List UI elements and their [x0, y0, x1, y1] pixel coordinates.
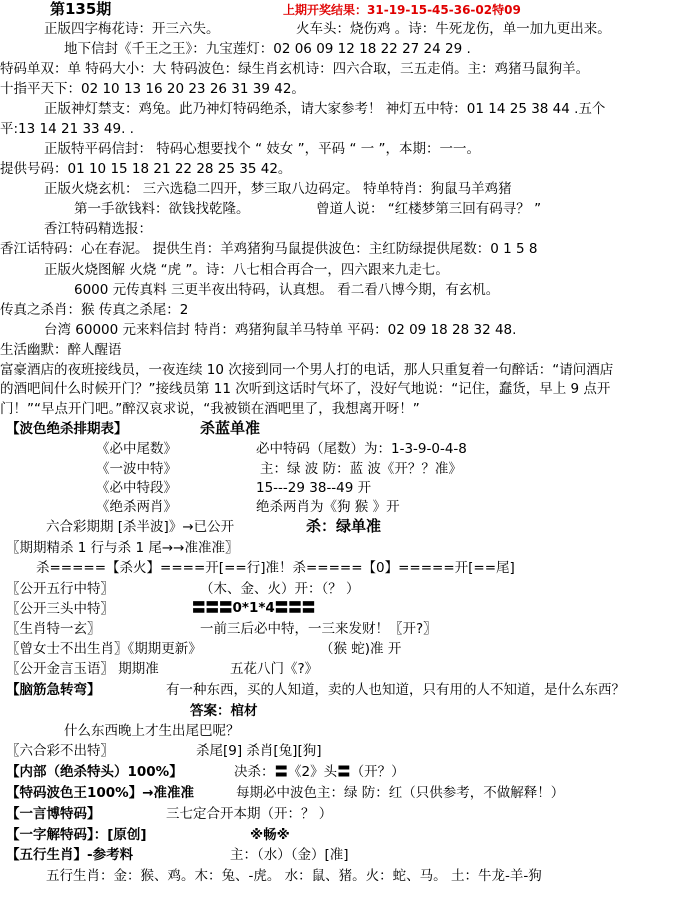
- humor-text-3: 门！”“早点开门吧。”醉汉哀求说，“我被锁在酒吧里了，我想离开呀！”: [0, 401, 420, 417]
- provided-numbers: 提供号码：01 10 15 18 21 22 28 25 35 42。: [0, 161, 292, 177]
- fire-diagram: 正版火烧图解 火烧 “虎 ”。诗：八七相合再合一，四六跟来九走七。: [44, 262, 449, 278]
- kill-green: 杀：绿单准: [306, 517, 382, 535]
- kill-row: 杀=====【杀火】====开[==行]准！杀=====【0】=====开[==尾]: [36, 560, 515, 576]
- lady-zeng-label: 〖曾女士不出生肖〗《期期更新》: [6, 641, 202, 657]
- three-heads-value: 〓〓〓0*1*4〓〓〓: [192, 600, 316, 616]
- kill-blue: 杀蓝单准: [200, 419, 261, 437]
- five-zodiac-list: 五行生肖：金：猴、鸡。木：兔、-虎。 水：鼠、猪。火：蛇、马。 土：牛龙-羊-狗: [46, 868, 542, 884]
- half-wave-kill: 六合彩期期 [杀半波]》→已公开: [46, 519, 235, 535]
- no-special-value: 杀尾[9] 杀肖[兔][狗]: [196, 743, 322, 759]
- color-kill-table: 【波色绝杀排期表】: [6, 421, 128, 437]
- humor-text-2: 的酒吧间什么时候开门？”接线员第 11 次听到这话时气坏了，没好气地说：“记住，蠢货，早上 9 点开: [0, 381, 611, 397]
- five-zodiac-main: 主：（水）（金）[准]: [230, 847, 349, 863]
- previous-result: [283, 1, 521, 19]
- one-word-value: 三七定合开本期（开：？ ）: [166, 806, 333, 822]
- taiwan-envelope: 台湾 60000 元来料信封 特肖：鸡猪狗鼠羊马特单 平码：02 09 18 28 32 48.: [44, 322, 517, 338]
- underground-envelope: 地下信封《千王之王》：九宝莲灯：02 06 09 12 18 22 27 24 29 .: [64, 41, 471, 57]
- golden-words-label: 〖公开金言玉语〗 期期准: [6, 661, 159, 677]
- internal-kill-label: 【内部（绝杀特头）100%】: [6, 764, 183, 780]
- hongkong-report: 香江特码精选报：: [44, 221, 152, 237]
- five-elements-value: （木、金、火）开：（？ ）: [200, 581, 360, 597]
- fire-mystery: 正版火烧玄机： 三六选稳二四开，梦三取八边码定。 特单特肖：狗鼠马羊鸡猪: [44, 181, 512, 197]
- precise-kill: 〖期期精杀 1 行与杀 1 尾→→准准准〗: [6, 540, 239, 556]
- two-kill-label: 《绝杀两肖》: [96, 499, 177, 515]
- special-code-info: 特码单双：单 特码大小：大 特码波色：绿生肖玄机诗：四六合取，三五走俏。主：鸡猪马鼠狗羊。: [0, 61, 590, 77]
- lamp-ban-cont: 平:13 14 21 33 49. .: [0, 121, 134, 137]
- zodiac-value: 一前三后必中特，一三来发财！〖开?〗: [200, 621, 437, 637]
- riddle-question: 有一种东西，买的人知道，卖的人也知道，只有用的人不知道，是什么东西？: [166, 682, 625, 698]
- five-zodiac-label: 【五行生肖】-参考料: [6, 847, 134, 863]
- tail-value: 必中特码（尾数）为：1-3-9-0-4-8: [256, 441, 467, 457]
- wave-value: 主：绿 波 防：蓝 波《开？？准》: [260, 461, 462, 477]
- no-special-label: 〖六合彩不出特〗: [6, 743, 114, 759]
- result-numbers: 31-19-15-45-36-02特09: [367, 3, 521, 17]
- plum-poem: 正版四字梅花诗：开三六失。: [44, 21, 220, 37]
- result-label: 上期开奖结果：: [283, 3, 368, 17]
- humor-text-1: 富豪酒店的夜班接线员，一夜连续 10 次接到同一个男人打的电话，那人只重复着一句醉话：“请问酒店: [0, 362, 614, 378]
- ten-fingers: 十指平天下：02 10 13 16 20 23 26 31 39 42。: [0, 81, 305, 97]
- wave-label: 《一波中特》: [96, 461, 177, 477]
- zodiac-label: 〖生肖特一玄〗: [6, 621, 101, 637]
- humor-title: 生活幽默：醉人醒语: [0, 342, 122, 358]
- tail-label: 《必中尾数》: [96, 441, 177, 457]
- one-word-label: 【一言博特码】: [6, 806, 101, 822]
- riddle-2: 什么东西晚上才生出尾巴呢？: [64, 723, 240, 739]
- first-hand-info: 第一手欲钱料：欲钱找乾隆。: [74, 201, 250, 217]
- flat-code-envelope: 正版特平码信封： 特码心想要找个 “ 妓女 ”，平码 “ 一 ”，本期：一一。: [44, 141, 481, 157]
- three-heads-label: 〖公开三头中特〗: [6, 601, 114, 617]
- wave-king-value: 每期必中波色主：绿 防：红（只供参考，不做解释！）: [236, 785, 565, 801]
- train-head: 火车头：烧伤鸡 。诗：牛死龙伤，单一加九更出来。: [296, 21, 611, 37]
- riddle-answer: 答案：棺材: [190, 703, 258, 719]
- fax-kill: 传真之杀肖：猴 传真之杀尾：2: [0, 302, 189, 318]
- hongkong-special: 香江话特码：心在春泥。 提供生肖：羊鸡猪狗马鼠提供波色：主红防绿提供尾数：0 1 5 8: [0, 241, 538, 257]
- segment-value: 15---29 38--49 开: [256, 480, 372, 496]
- fax-info: 6000 元传真料 三更半夜出特码，认真想。 看二看八博今期，有玄机。: [74, 282, 500, 298]
- wave-king-label: 【特码波色王100%】→准准准: [6, 785, 195, 801]
- issue-title: 第135期: [50, 0, 112, 18]
- one-char-label: 【一字解特码】：[原创]: [6, 827, 147, 843]
- golden-words-value: 五花八门《?》: [230, 661, 319, 677]
- daoren-says: 曾道人说： “红楼梦第三回有码寻？ ”: [316, 201, 542, 217]
- one-char-value: ※畅※: [250, 827, 290, 843]
- lady-zeng-value: （猴 蛇)准 开: [320, 641, 402, 657]
- internal-kill-value: 决杀：〓《2》头〓（开？）: [234, 764, 405, 780]
- lamp-ban: 正版神灯禁支：鸡兔。此乃神灯特码绝杀，请大家参考！ 神灯五中特：01 14 25 38 44 .五个: [44, 101, 606, 117]
- two-kill-value: 绝杀两肖为《狗 猴 》开: [256, 499, 400, 515]
- five-elements-label: 〖公开五行中特〗: [6, 581, 114, 597]
- segment-label: 《必中特段》: [96, 480, 177, 496]
- riddle-label: 【脑筋急转弯】: [6, 682, 101, 698]
